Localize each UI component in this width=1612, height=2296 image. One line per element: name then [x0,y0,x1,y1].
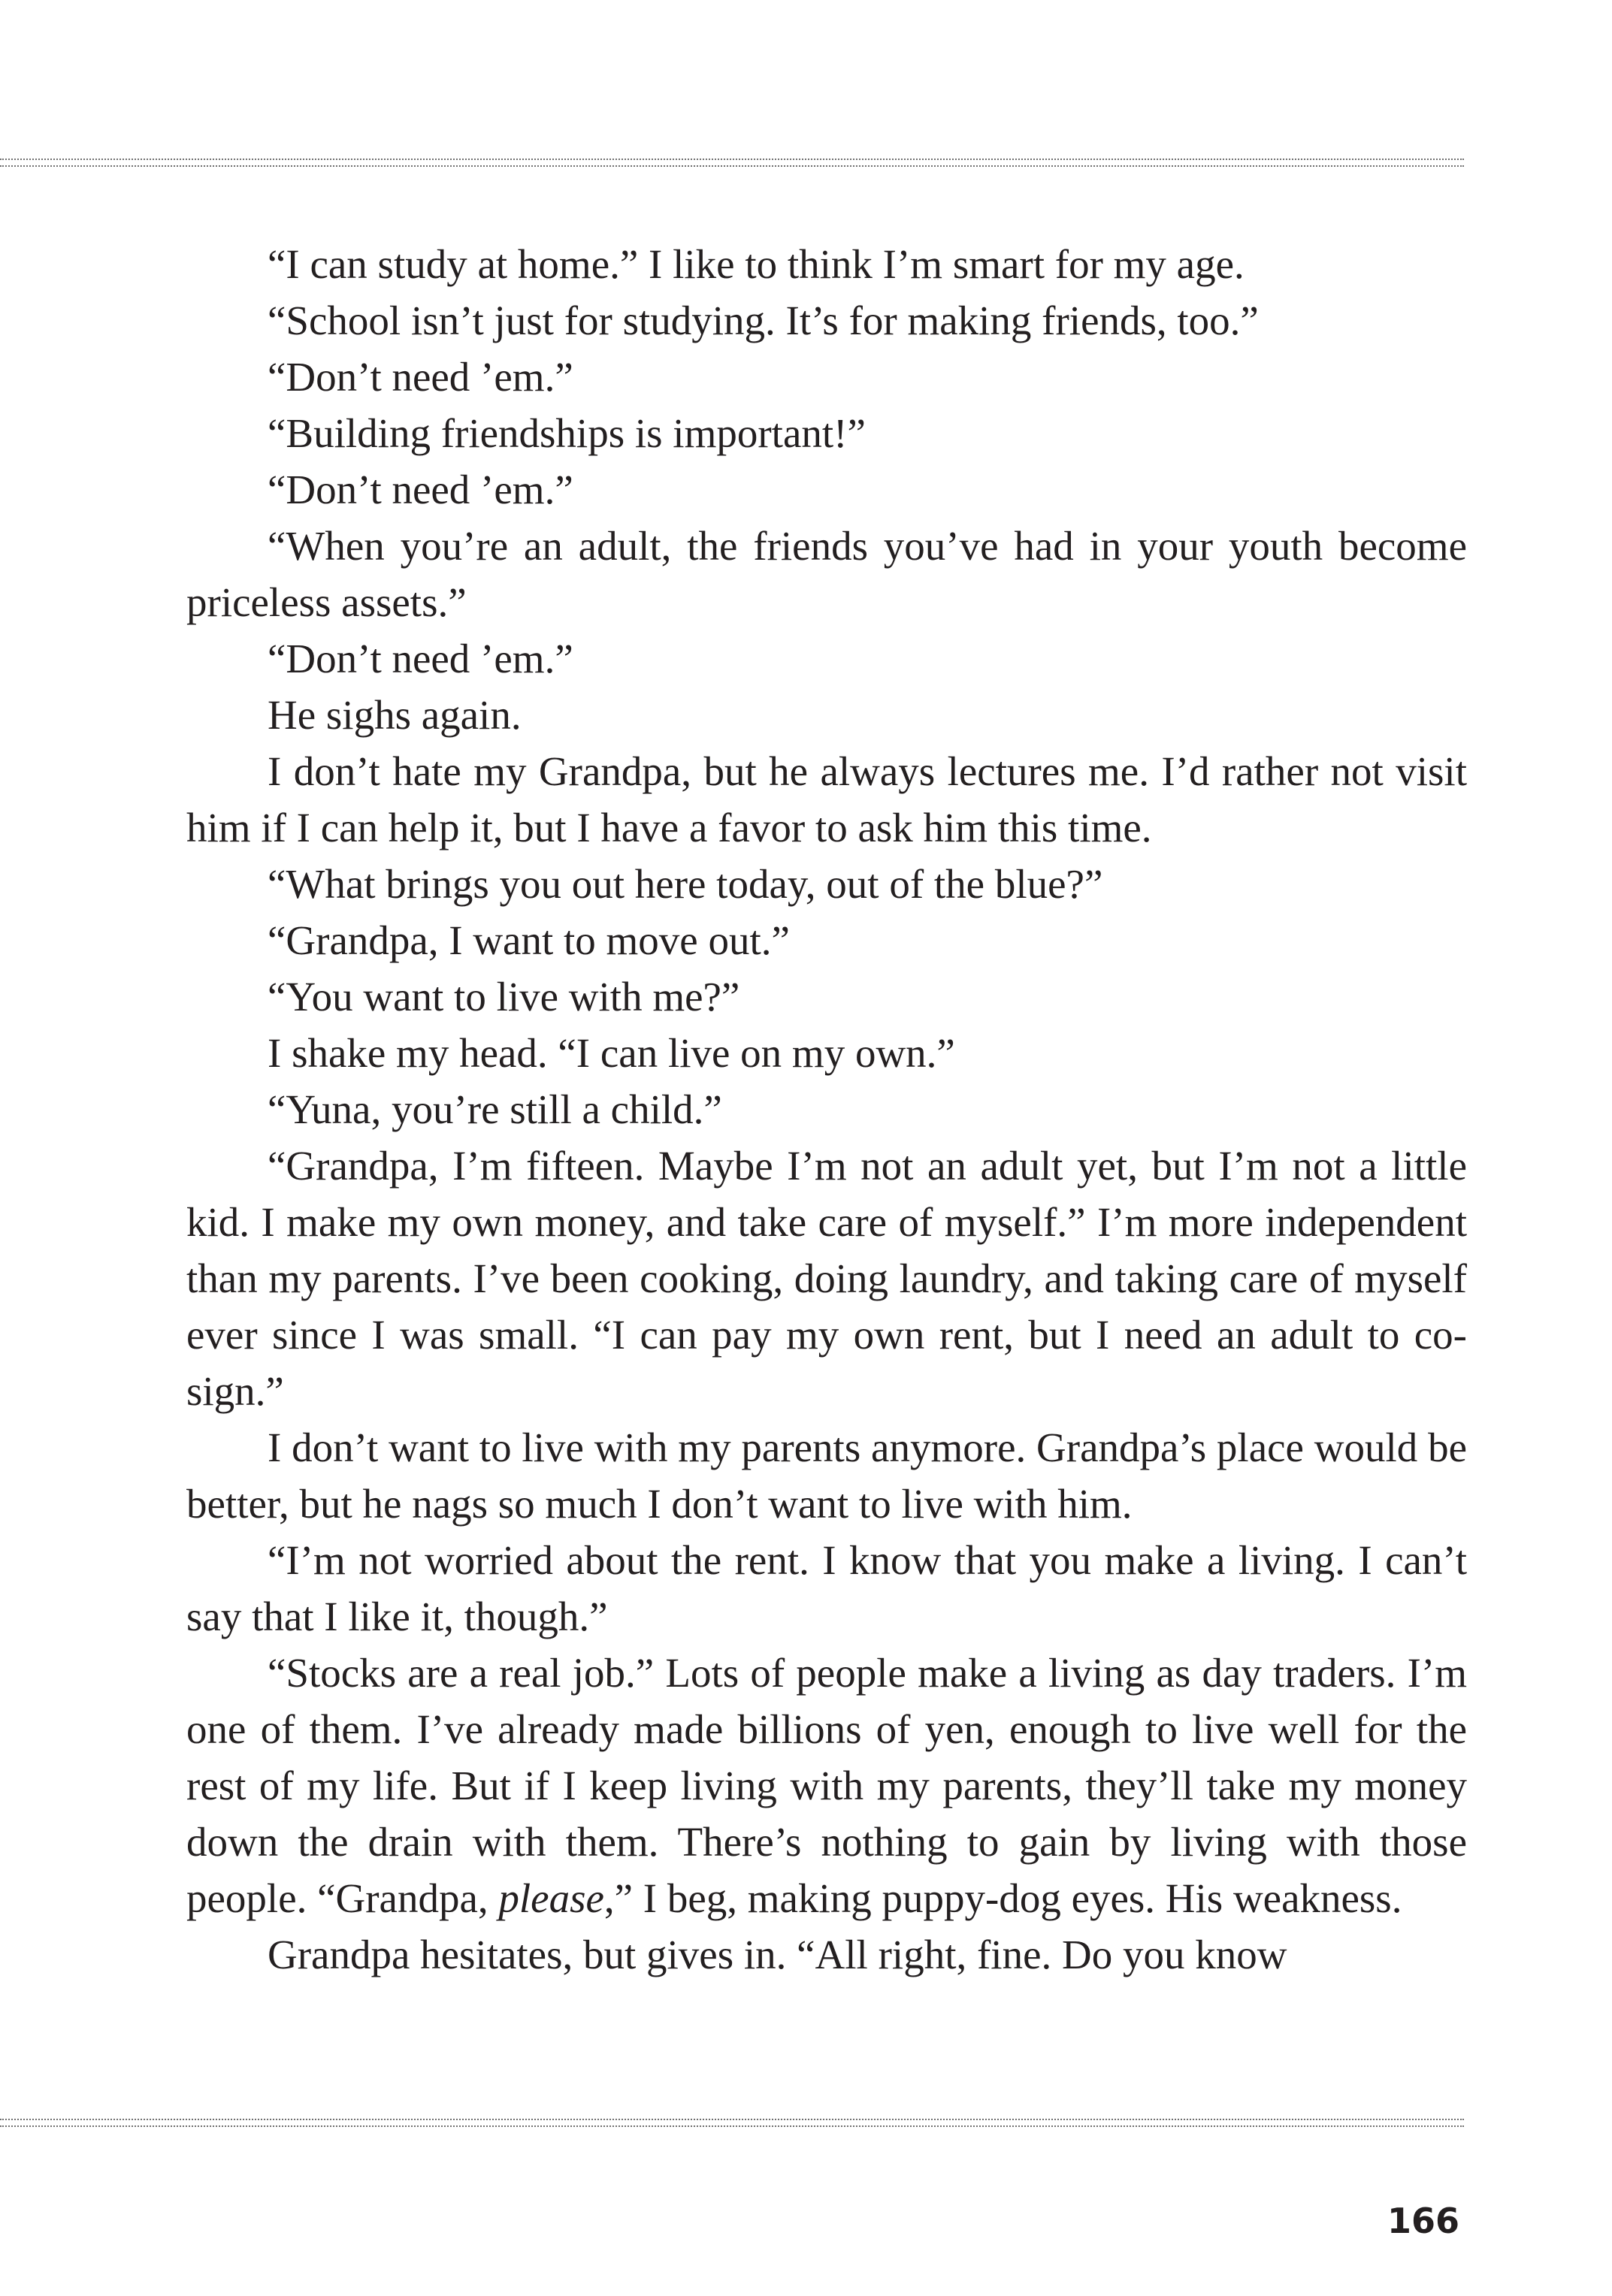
text-run: “Building friendships is important!” [268,410,866,456]
text-run: “I’m not worried about the rent. I know that you make a living. I can’t say that I like it, though.” [186,1537,1467,1639]
text-run: I don’t hate my Grandpa, but he always lectures me. I’d rather not visit him if I can help it, but I have a favor to ask him this time. [186,748,1467,850]
text-run: He sighs again. [268,692,522,738]
text-run: “I can study at home.” I like to think I’m smart for my age. [268,241,1245,287]
text-run: “Don’t need ’em.” [268,354,573,400]
text-run: “Grandpa, I want to move out.” [268,917,790,963]
paragraph [186,743,1467,856]
emphasized-text: please [498,1875,604,1921]
paragraph [186,405,1467,461]
paragraph [186,912,1467,968]
paragraph [186,518,1467,630]
paragraph [186,1419,1467,1532]
paragraph [186,1926,1467,1983]
text-run: I don’t want to live with my parents anymore. Grandpa’s place would be better, but he nags so much I don’t want to live with him. [186,1424,1467,1527]
text-run: “Stocks are a real job.” Lots of people make a living as day traders. I’m one of them. I’ve already made billions of yen, enough to live well for the rest of my life. But if I keep living with my parents, they’ll take my money down the drain with them. There’s nothing to gain by living with those people. “Grandpa, [186,1650,1467,1921]
paragraph [186,1025,1467,1081]
paragraph [186,292,1467,349]
text-run: “When you’re an adult, the friends you’ve had in your youth become priceless assets.” [186,523,1467,625]
text-run: I shake my head. “I can live on my own.” [268,1030,955,1076]
paragraph [186,630,1467,687]
footer-divider [0,2119,1464,2127]
paragraph [186,349,1467,405]
paragraph [186,236,1467,292]
body-text [186,236,1467,1983]
text-run: “School isn’t just for studying. It’s for making friends, too.” [268,298,1259,343]
paragraph [186,1645,1467,1926]
text-run: “Don’t need ’em.” [268,636,573,681]
text-run: Grandpa hesitates, but gives in. “All right, fine. Do you know [268,1932,1287,1977]
header-divider [0,159,1464,167]
paragraph [186,856,1467,912]
text-run: “You want to live with me?” [268,974,740,1020]
paragraph [186,461,1467,518]
page-number: 166 [1387,2201,1459,2241]
text-run: “Don’t need ’em.” [268,467,573,512]
paragraph [186,1137,1467,1419]
paragraph [186,1532,1467,1645]
paragraph [186,968,1467,1025]
text-run: “Grandpa, I’m fifteen. Maybe I’m not an adult yet, but I’m not a little kid. I make my own money, and take care of myself.” I’m more independent than my parents. I’ve been cooking, doing laundry, and taking care of myself ever since I was small. “I can pay my own rent, but I need an adult to co-sign.” [186,1143,1467,1414]
text-run: “What brings you out here today, out of the blue?” [268,861,1103,907]
paragraph [186,1081,1467,1137]
text-run: “Yuna, you’re still a child.” [268,1086,722,1132]
paragraph [186,687,1467,743]
text-run: ,” I beg, making puppy-dog eyes. His weakness. [603,1875,1402,1921]
